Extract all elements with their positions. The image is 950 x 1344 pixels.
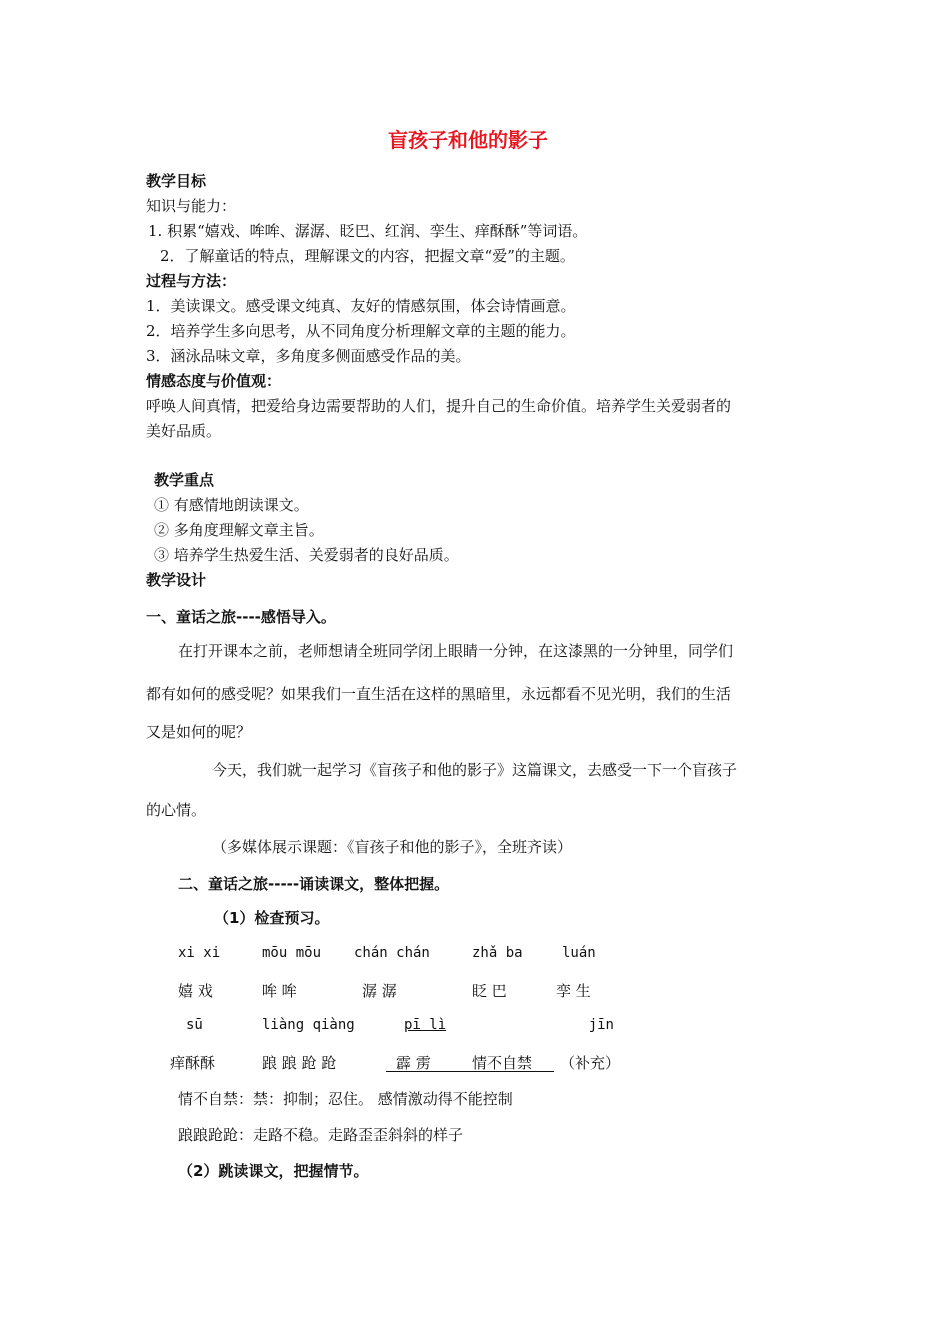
vocab-word: 潺 潺 xyxy=(362,982,397,1000)
paragraph-line: 今天，我们就一起学习《盲孩子和他的影子》这篇课文，去感受一下一个盲孩子 xyxy=(212,761,738,779)
attitude-text: 呼唤人间真情，把爱给身边需要帮助的人们，提升自己的生命价值。培养学生关爱弱者的 xyxy=(146,397,732,415)
pinyin: liàng qiàng xyxy=(262,1017,355,1033)
page-title: 盲孩子和他的影子 xyxy=(388,128,548,152)
attitude-heading: 情感态度与价值观： xyxy=(146,372,282,390)
pinyin: zhǎ ba xyxy=(472,945,523,961)
paragraph-line: 又是如何的呢？ xyxy=(146,723,252,741)
paragraph-line: 都有如何的感受呢？如果我们一直生活在这样的黑暗里，永远都看不见光明，我们的生活 xyxy=(146,685,732,703)
pinyin: jīn xyxy=(588,1017,614,1033)
pinyin: xi xi xyxy=(178,945,221,961)
pinyin: pī lì xyxy=(404,1017,447,1033)
key-points-heading: 教学重点 xyxy=(154,471,215,489)
pinyin-underlined xyxy=(404,1017,614,1033)
vocab-word: 痒酥酥 xyxy=(170,1054,216,1072)
subsection-heading: （2）跳读课文，把握情节。 xyxy=(178,1162,369,1180)
process-heading: 过程与方法： xyxy=(146,272,237,290)
vocab-word: 霹 雳 xyxy=(396,1054,431,1072)
section1-heading: 一、童话之旅----感悟导入。 xyxy=(146,608,336,626)
paragraph-line: 的心情。 xyxy=(146,801,207,819)
pinyin: sū xyxy=(186,1017,203,1033)
definition: 情不自禁：禁：抑制；忍住。 感情激动得不能控制 xyxy=(178,1090,513,1108)
vocab-note: （补充） xyxy=(560,1054,621,1072)
design-heading: 教学设计 xyxy=(146,571,207,589)
knowledge-item: 1. 积累“嬉戏、哞哞、潺潺、眨巴、红润、孪生、痒酥酥”等词语。 xyxy=(148,222,588,240)
vocab-word: 情不自禁 xyxy=(472,1054,533,1072)
definition: 踉踉跄跄：走路不稳。走路歪歪斜斜的样子 xyxy=(178,1126,464,1144)
key-point-item: ② 多角度理解文章主旨。 xyxy=(154,521,324,539)
section2-heading: 二、童话之旅-----诵读课文，整体把握。 xyxy=(178,875,450,893)
key-point-item: ③ 培养学生热爱生活、关爱弱者的良好品质。 xyxy=(154,546,459,564)
paragraph-line: （多媒体展示课题：《盲孩子和他的影子》，全班齐读） xyxy=(212,838,573,856)
vocab-word: 哞 哞 xyxy=(262,982,297,1000)
vocab-word: 踉 踉 跄 跄 xyxy=(262,1054,337,1072)
knowledge-heading: 知识与能力： xyxy=(146,197,237,215)
pinyin: chán chán xyxy=(354,945,430,961)
process-item: 2．培养学生多向思考，从不同角度分析理解文章的主题的能力。 xyxy=(146,322,576,340)
vocab-word: 孪 生 xyxy=(556,982,591,1000)
process-item: 3．涵泳品味文章，多角度多侧面感受作品的美。 xyxy=(146,347,471,365)
vocab-word: 嬉 戏 xyxy=(178,982,213,1000)
vocab-word: 眨 巴 xyxy=(472,982,507,1000)
knowledge-item: 2．了解童话的特点，理解课文的内容，把握文章“爱”的主题。 xyxy=(160,247,575,265)
attitude-text: 美好品质。 xyxy=(146,422,222,440)
pinyin: luán xyxy=(562,945,596,961)
vocab-underlined xyxy=(386,1052,554,1072)
paragraph-line: 在打开课本之前，老师想请全班同学闭上眼睛一分钟，在这漆黑的一分钟里，同学们 xyxy=(178,642,734,660)
process-item: 1．美读课文。感受课文纯真、友好的情感氛围，体会诗情画意。 xyxy=(146,297,576,315)
subsection-heading: （1）检查预习。 xyxy=(214,909,330,927)
objectives-heading: 教学目标 xyxy=(146,172,207,190)
key-point-item: ① 有感情地朗读课文。 xyxy=(154,496,309,514)
pinyin: mōu mōu xyxy=(262,945,322,961)
